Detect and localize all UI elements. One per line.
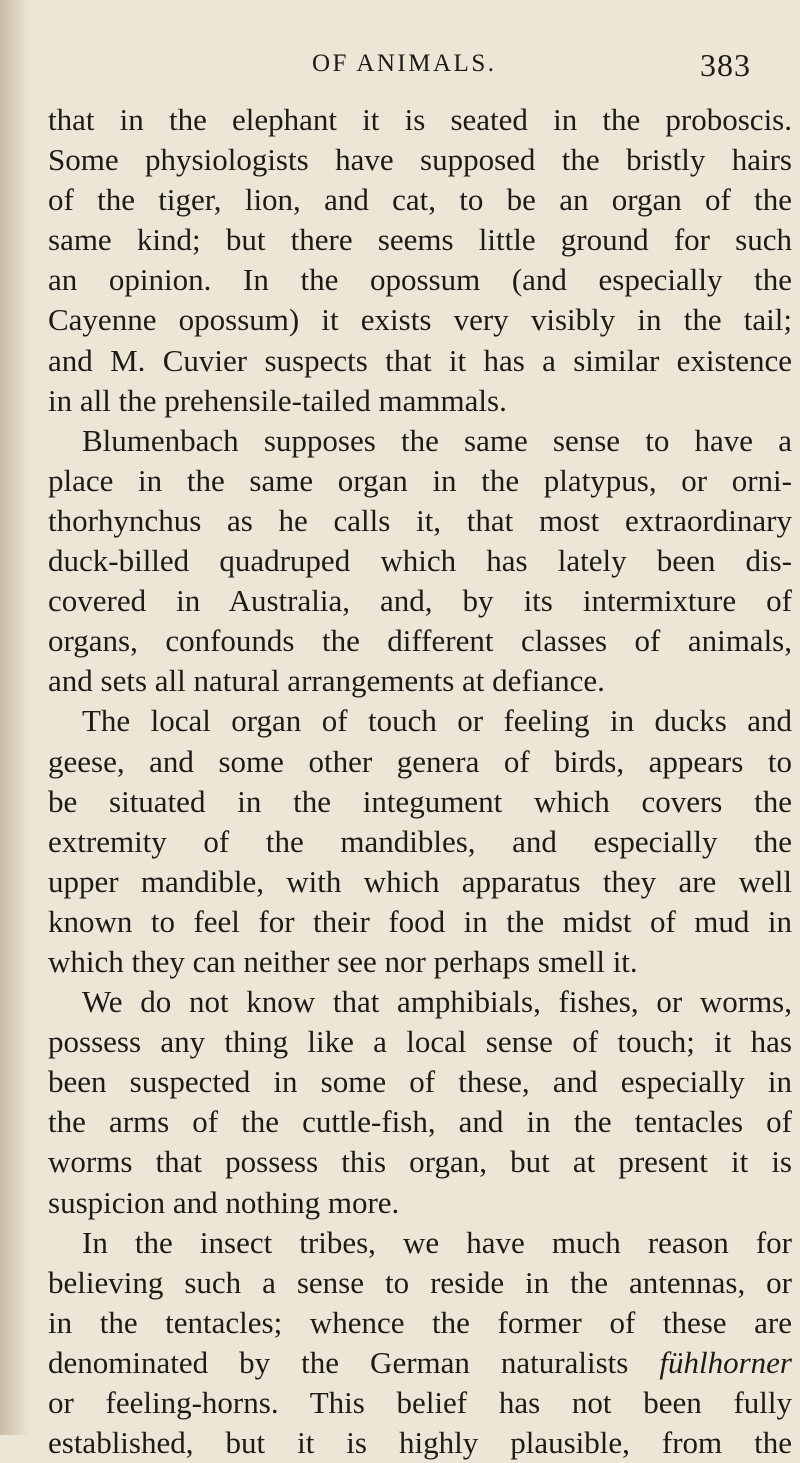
text-line: duck-billed quadruped which has lately been dis- xyxy=(48,543,792,579)
text-line: covered in Australia, and, by its intermixture of xyxy=(48,583,792,619)
text-line: of the tiger, lion, and cat, to be an organ of the xyxy=(48,182,792,218)
text-line: place in the same organ in the platypus, or orni- xyxy=(48,462,792,498)
text-line-with-italic xyxy=(48,1343,792,1383)
text-line: be situated in the integument which covers the xyxy=(48,783,792,819)
paragraph xyxy=(48,701,792,982)
text-line: known to feel for their food in the midst of mud in xyxy=(48,903,792,939)
text-line: an opinion. In the opossum (and especially the xyxy=(48,262,792,298)
line-text: denominated by the German naturalists xyxy=(48,1344,629,1380)
page-number: 383 xyxy=(700,47,751,83)
text-line: and sets all natural arrangements at defiance. xyxy=(48,663,605,699)
text-line: suspicion and nothing more. xyxy=(48,1184,400,1220)
italic-term: fühlhorner xyxy=(659,1344,792,1380)
page-gutter-shadow xyxy=(0,0,30,1435)
text-line: thorhynchus as he calls it, that most extraordinary xyxy=(48,502,792,538)
text-line: believing such a sense to reside in the antennas, or xyxy=(48,1264,792,1300)
running-head: OF ANIMALS. xyxy=(312,50,497,77)
paragraph xyxy=(48,1223,792,1463)
text-line: been suspected in some of these, and especially in xyxy=(48,1064,792,1100)
text-line: Some physiologists have supposed the bristly hairs xyxy=(48,142,792,178)
body-text xyxy=(48,100,792,1463)
text-line: which they can neither see nor perhaps smell it. xyxy=(48,943,638,979)
text-line: same kind; but there seems little ground for such xyxy=(48,222,792,258)
text-line: established, but it is highly plausible, from the xyxy=(48,1425,792,1461)
text-line: organs, confounds the different classes of animals, xyxy=(48,623,792,659)
text-line: Blumenbach supposes the same sense to have a xyxy=(82,422,792,458)
text-line: possess any thing like a local sense of touch; it has xyxy=(48,1024,792,1060)
text-line: the arms of the cuttle-fish, and in the tentacles of xyxy=(48,1104,792,1140)
text-line: upper mandible, with which apparatus they are well xyxy=(48,863,792,899)
text-line: The local organ of touch or feeling in ducks and xyxy=(82,703,792,739)
paragraph xyxy=(48,982,792,1223)
text-line: that in the elephant it is seated in the proboscis. xyxy=(48,102,792,137)
page-header xyxy=(0,47,800,94)
text-line: in all the prehensile-tailed mammals. xyxy=(48,382,507,418)
paragraph xyxy=(48,421,792,702)
text-line: or feeling-horns. This belief has not been fully xyxy=(48,1385,792,1420)
text-line: Cayenne opossum) it exists very visibly in the tail; xyxy=(48,302,792,338)
text-line: worms that possess this organ, but at present it is xyxy=(48,1144,792,1180)
text-line: geese, and some other genera of birds, appears to xyxy=(48,743,792,779)
text-line: In the insect tribes, we have much reason for xyxy=(82,1224,792,1260)
text-line: in the tentacles; whence the former of these are xyxy=(48,1304,792,1340)
text-line: and M. Cuvier suspects that it has a similar existence xyxy=(48,342,792,378)
paragraph xyxy=(48,100,792,421)
text-line: We do not know that amphibials, fishes, or worms, xyxy=(82,984,792,1020)
text-line: extremity of the mandibles, and especially the xyxy=(48,823,792,859)
